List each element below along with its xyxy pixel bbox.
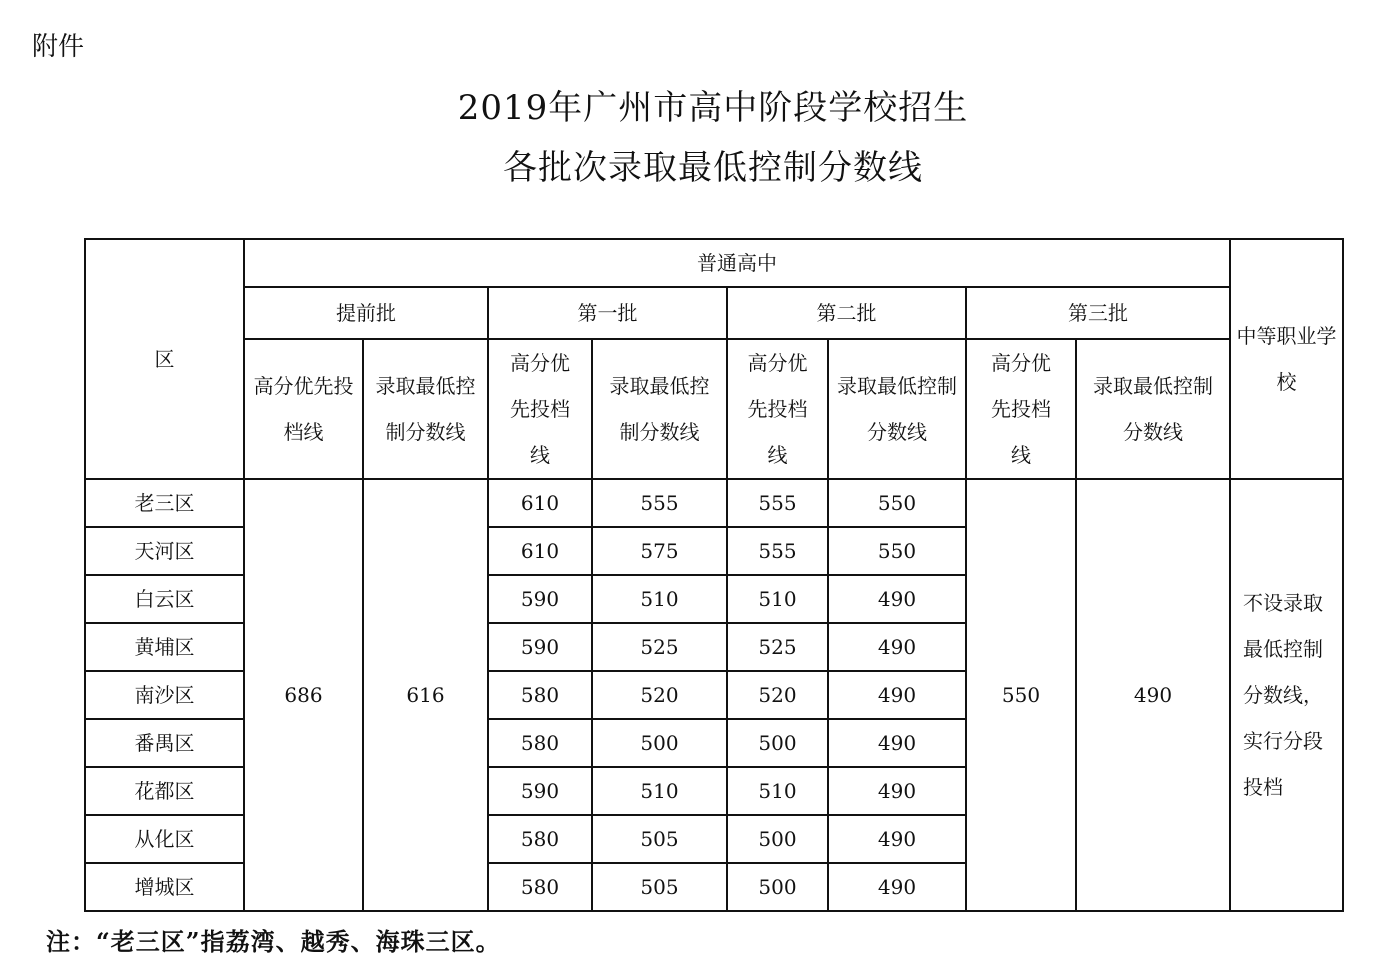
header-vocational-school: 中等职业学校: [1230, 239, 1343, 479]
first-min-value: 520: [592, 671, 727, 719]
first-priority-value: 580: [488, 671, 592, 719]
header-third-priority-line: 高分优先投档线: [966, 339, 1076, 479]
first-priority-value: 610: [488, 479, 592, 527]
first-min-value: 575: [592, 527, 727, 575]
first-min-value: 525: [592, 623, 727, 671]
district-name: 南沙区: [85, 671, 244, 719]
second-priority-value: 500: [727, 719, 828, 767]
header-first-min-line: 录取最低控制分数线: [592, 339, 727, 479]
second-min-value: 490: [828, 575, 966, 623]
district-name: 天河区: [85, 527, 244, 575]
district-name: 老三区: [85, 479, 244, 527]
first-min-value: 500: [592, 719, 727, 767]
first-priority-value: 580: [488, 815, 592, 863]
first-priority-value: 580: [488, 719, 592, 767]
district-name: 黄埔区: [85, 623, 244, 671]
header-district: 区: [85, 239, 244, 479]
second-priority-value: 510: [727, 575, 828, 623]
header-general-high-school: 普通高中: [244, 239, 1230, 287]
first-min-value: 510: [592, 575, 727, 623]
second-min-value: 490: [828, 863, 966, 911]
first-min-value: 505: [592, 815, 727, 863]
second-min-value: 490: [828, 623, 966, 671]
second-priority-value: 520: [727, 671, 828, 719]
first-min-value: 555: [592, 479, 727, 527]
document-title-line-1: 2019年广州市高中阶段学校招生: [457, 88, 969, 128]
first-min-value: 510: [592, 767, 727, 815]
second-min-value: 490: [828, 671, 966, 719]
third-min-value: 490: [1076, 479, 1230, 911]
district-name: 番禺区: [85, 719, 244, 767]
document-title-line-2: 各批次录取最低控制分数线: [503, 148, 923, 188]
district-name: 增城区: [85, 863, 244, 911]
header-batch-third: 第三批: [966, 287, 1230, 339]
footnote: 注：“老三区”指荔湾、越秀、海珠三区。: [46, 927, 501, 956]
third-priority-value: 550: [966, 479, 1076, 911]
early-priority-value: 686: [244, 479, 363, 911]
header-third-min-line: 录取最低控制分数线: [1076, 339, 1230, 479]
second-priority-value: 525: [727, 623, 828, 671]
district-name: 白云区: [85, 575, 244, 623]
second-min-value: 550: [828, 527, 966, 575]
header-second-priority-line: 高分优先投档线: [727, 339, 828, 479]
district-name: 从化区: [85, 815, 244, 863]
first-priority-value: 590: [488, 623, 592, 671]
header-batch-second: 第二批: [727, 287, 966, 339]
first-priority-value: 590: [488, 575, 592, 623]
district-name: 花都区: [85, 767, 244, 815]
first-priority-value: 610: [488, 527, 592, 575]
first-priority-value: 590: [488, 767, 592, 815]
table-row: [85, 479, 1343, 527]
second-min-value: 490: [828, 767, 966, 815]
second-priority-value: 500: [727, 863, 828, 911]
first-priority-value: 580: [488, 863, 592, 911]
second-priority-value: 510: [727, 767, 828, 815]
admission-score-table: [84, 238, 1344, 912]
attachment-label: 附件: [32, 32, 85, 62]
header-second-min-line: 录取最低控制分数线: [828, 339, 966, 479]
header-batch-first: 第一批: [488, 287, 727, 339]
second-priority-value: 555: [727, 527, 828, 575]
second-min-value: 490: [828, 719, 966, 767]
header-first-priority-line: 高分优先投档线: [488, 339, 592, 479]
second-priority-value: 555: [727, 479, 828, 527]
header-batch-early: 提前批: [244, 287, 488, 339]
header-early-priority-line: 高分优先投档线: [244, 339, 363, 479]
second-min-value: 550: [828, 479, 966, 527]
first-min-value: 505: [592, 863, 727, 911]
early-min-value: 616: [363, 479, 488, 911]
second-priority-value: 500: [727, 815, 828, 863]
second-min-value: 490: [828, 815, 966, 863]
vocational-note: 不设录取最低控制分数线，实行分段投档: [1230, 479, 1343, 911]
header-early-min-line: 录取最低控制分数线: [363, 339, 488, 479]
